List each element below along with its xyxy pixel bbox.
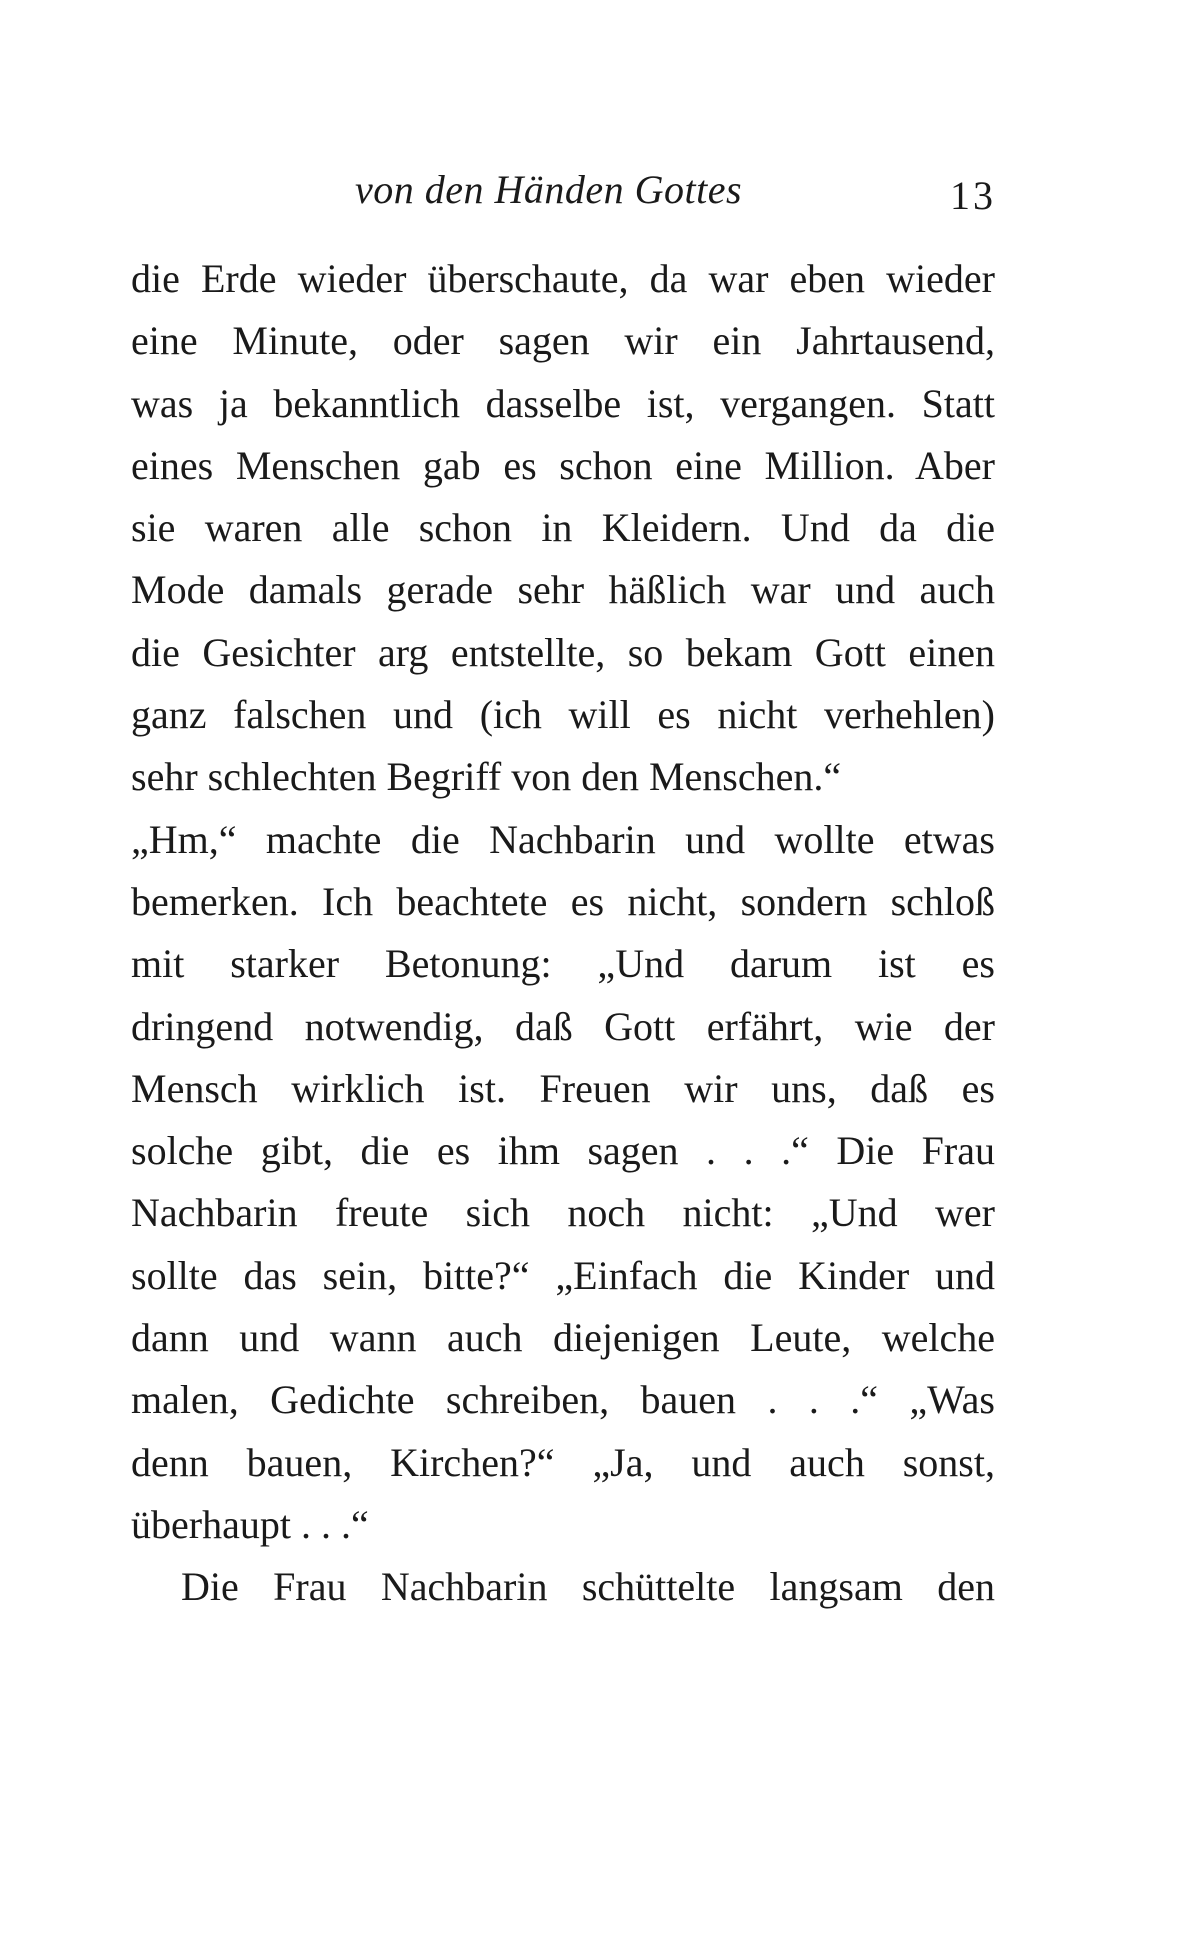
text-line: dann und wann auch diejenigen Leute, welche (131, 1315, 995, 1361)
text-line: überhaupt . . .“ (131, 1501, 369, 1547)
text-line: dringend notwendig, daß Gott erfährt, wie der (131, 1003, 995, 1049)
text-line: „Hm,“ machte die Nachbarin und wollte etwas (131, 816, 995, 862)
body-text (131, 248, 995, 1619)
text-line: was ja bekanntlich dasselbe ist, vergangen. Statt (131, 380, 995, 426)
text-line: Mensch wirklich ist. Freuen wir uns, daß es (131, 1065, 995, 1111)
text-line: denn bauen, Kirchen?“ „Ja, und auch sonst, (131, 1439, 995, 1485)
text-line: Nachbarin freute sich noch nicht: „Und wer (131, 1190, 995, 1236)
text-line: eine Minute, oder sagen wir ein Jahrtausend, (131, 318, 995, 364)
running-title: von den Händen Gottes (355, 167, 743, 212)
text-line: mit starker Betonung: „Und darum ist es (131, 941, 995, 987)
text-line: bemerken. Ich beachtete es nicht, sondern schloß (131, 878, 995, 924)
text-line: sehr schlechten Begriff von den Menschen.“ (131, 754, 842, 800)
text-line: solche gibt, die es ihm sagen . . .“ Die Frau (131, 1128, 995, 1174)
text-line: die Erde wieder überschaute, da war eben wieder (131, 256, 995, 301)
text-line: sie waren alle schon in Kleidern. Und da die (131, 505, 995, 551)
text-line: sollte das sein, bitte?“ „Einfach die Kinder und (131, 1252, 995, 1298)
text-line: malen, Gedichte schreiben, bauen . . .“ „Was (131, 1377, 995, 1423)
text-line: Mode damals gerade sehr häßlich war und auch (131, 567, 995, 613)
page-number: 13 (950, 173, 996, 218)
text-line-paragraph-start: Die Frau Nachbarin schüttelte langsam den (181, 1564, 995, 1610)
text-line: eines Menschen gab es schon eine Million. Aber (131, 442, 995, 488)
text-line: die Gesichter arg entstellte, so bekam Gott einen (131, 629, 995, 675)
text-line: ganz falschen und (ich will es nicht verhehlen) (131, 692, 995, 738)
